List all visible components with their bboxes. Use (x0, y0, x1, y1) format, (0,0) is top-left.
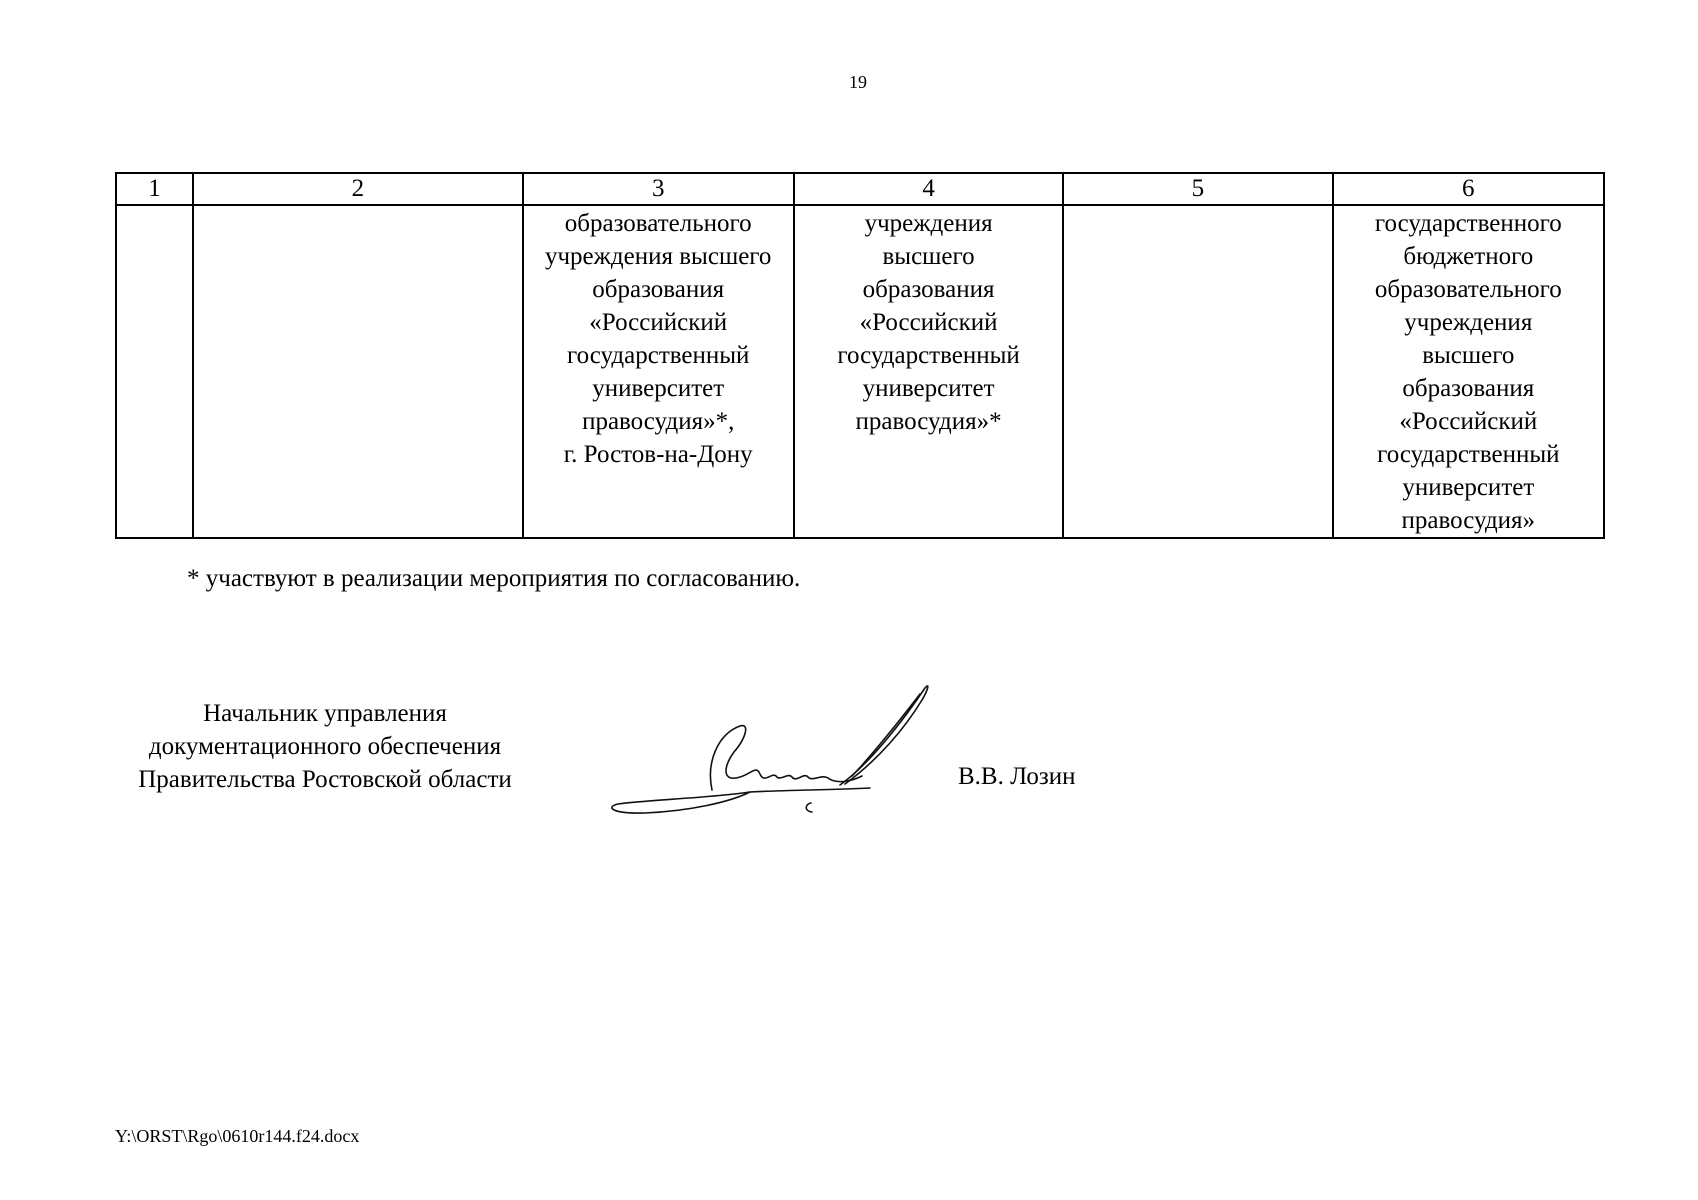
cell-line: г. Ростов-на-Дону (563, 441, 753, 468)
cell-line: университет (1402, 474, 1535, 501)
cell-line: бюджетного (1403, 243, 1534, 270)
page-number: 19 (849, 72, 867, 92)
signer-name: В.В. Лозин (958, 763, 1076, 790)
cell-line: «Российский (589, 309, 728, 336)
handwritten-signature (600, 680, 940, 830)
cell-col-3 (523, 205, 794, 538)
cell-line: высшего (882, 243, 975, 270)
column-header-5: 5 (1063, 173, 1332, 205)
cell-col-3-text (524, 206, 793, 471)
table-row (116, 205, 1604, 538)
cell-line: учреждения (1404, 309, 1533, 336)
file-path: Y:\ORST\Rgo\0610r144.f24.docx (115, 1126, 360, 1146)
cell-line: правосудия»* (855, 408, 1002, 435)
column-header-4: 4 (794, 173, 1063, 205)
cell-line: образовательного (564, 210, 752, 237)
cell-line: образовательного (1374, 276, 1562, 303)
cell-col-6-text (1334, 206, 1603, 537)
cell-line: учреждения высшего (544, 243, 772, 270)
signatory-position (100, 697, 550, 796)
cell-line: образования (862, 276, 995, 303)
cell-line: образования (592, 276, 725, 303)
position-line: Начальник управления (203, 700, 447, 727)
cell-line: учреждения (864, 210, 993, 237)
cell-col-6 (1333, 205, 1604, 538)
column-header-6: 6 (1333, 173, 1604, 205)
cell-line: государственного (1374, 210, 1562, 237)
cell-col-4-text (795, 206, 1062, 438)
cell-line: университет (862, 375, 995, 402)
cell-line: государственный (566, 342, 750, 369)
position-line: документационного обеспечения (148, 733, 502, 760)
cell-line: правосудия»*, (582, 408, 735, 435)
cell-line: высшего (1422, 342, 1515, 369)
footnote: * участвуют в реализации мероприятия по согласованию. (187, 565, 801, 592)
cell-col-5 (1063, 205, 1332, 538)
position-line: Правительства Ростовской области (138, 766, 512, 793)
cell-col-4 (794, 205, 1063, 538)
column-header-3: 3 (523, 173, 794, 205)
cell-col-2 (193, 205, 522, 538)
table-header-row (116, 173, 1604, 205)
cell-line: «Российский (1399, 408, 1538, 435)
column-header-1: 1 (116, 173, 193, 205)
cell-line: государственный (837, 342, 1020, 369)
main-table (115, 172, 1605, 539)
column-header-2: 2 (193, 173, 522, 205)
cell-col-1 (116, 205, 193, 538)
cell-line: «Российский (859, 309, 998, 336)
cell-line: университет (592, 375, 725, 402)
cell-line: образования (1402, 375, 1535, 402)
cell-line: государственный (1377, 441, 1560, 468)
cell-line: правосудия» (1401, 507, 1536, 534)
